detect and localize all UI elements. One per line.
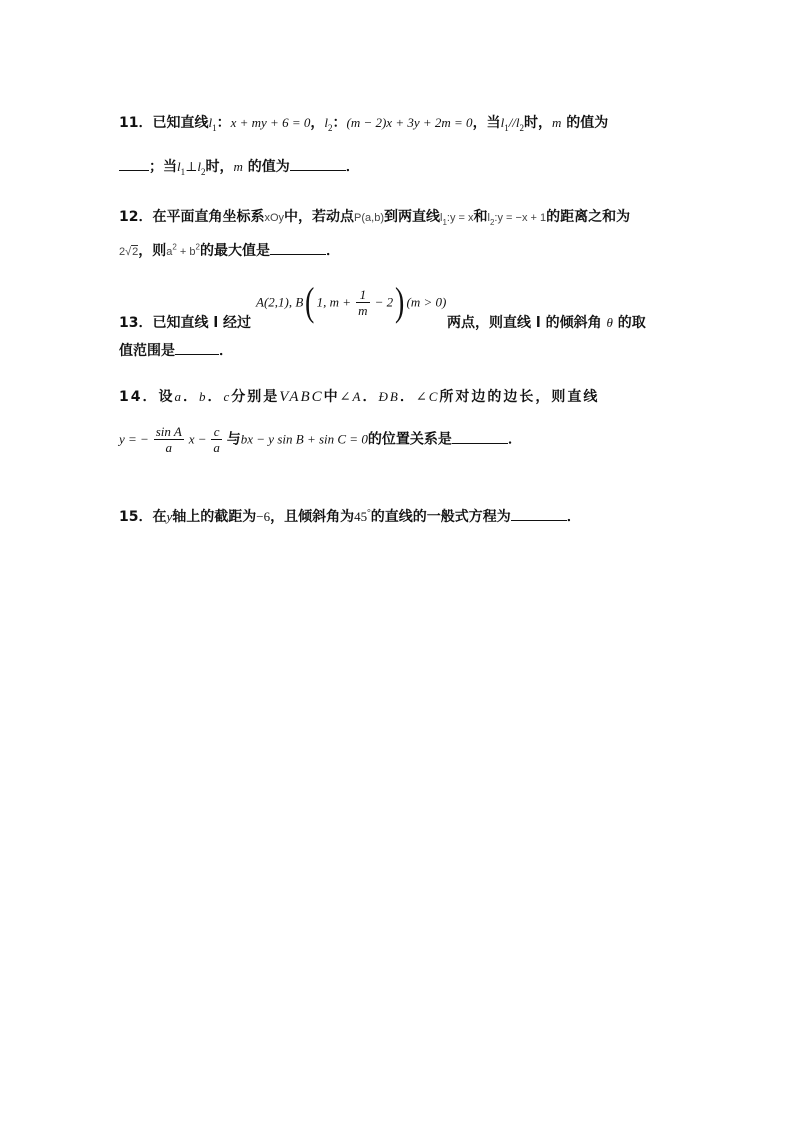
q11-par-l2: l (515, 115, 520, 130)
q12-line2 (119, 240, 340, 260)
q12-max: 的最大值是 (199, 243, 270, 259)
left-paren-icon: ( (305, 279, 315, 324)
q13-answer-blank[interactable] (175, 342, 219, 355)
q11-par-l2-sub: 2 (519, 122, 525, 133)
q13-points-tail: − 2 (374, 294, 394, 310)
q15-end: ． (566, 509, 581, 525)
q13-points-inner: 1, m + (316, 294, 352, 310)
q11-l2: l (324, 115, 328, 130)
q12-to: 到两直线 (384, 209, 441, 225)
q14-angle-b: ÐB (378, 389, 400, 404)
q14-fraction-2 (211, 424, 222, 455)
q14-f2-den: a (213, 440, 220, 455)
q14-angle-a: ∠A (339, 389, 363, 404)
q11-perp-symbol: ⊥ (185, 159, 198, 174)
q13-line1 (119, 312, 646, 332)
q14-f2-num: c (211, 424, 222, 440)
q11-eq1: x + my + 6 = 0 (230, 115, 311, 130)
q14-triangle: VABC (279, 389, 324, 405)
q12-expr-plus: + b (176, 246, 196, 258)
q12-end: ． (325, 243, 340, 259)
q11-end: ． (345, 159, 360, 175)
q14-line1 (119, 386, 599, 406)
q11-l2-sub: 2 (327, 122, 333, 133)
q13-end: ． (219, 343, 233, 359)
q14-are: 分别是 (231, 389, 280, 405)
q14-eq2: bx − y sin B + sin C = 0 (240, 431, 368, 447)
q12-and: 和 (473, 209, 488, 225)
q13-two-points: 两点，则直线 l 的倾斜角 (447, 315, 607, 331)
q12-l1: l (440, 212, 443, 224)
q14-answer-blank[interactable] (452, 431, 508, 444)
q12-answer-blank[interactable] (270, 242, 326, 255)
q11-colon2: ： (332, 115, 347, 131)
q13-line2 (119, 340, 233, 360)
q12-two: 2 (119, 246, 126, 258)
q15-line1 (119, 506, 581, 526)
q12-dist: 的距离之和为 (546, 209, 631, 225)
q14-line2 (119, 424, 522, 464)
q11-then2: 时， (205, 159, 234, 175)
q15-inclination: ，且倾斜角为 (270, 509, 355, 525)
q11-value-is2: 的值为 (242, 159, 290, 175)
q11-l1-sub: 1 (212, 122, 217, 133)
q13-condition: (m > 0) (406, 294, 447, 310)
q14-sep2: ． (207, 389, 224, 405)
q12-expr-a: a (166, 246, 173, 258)
q11-m1: m (552, 115, 562, 130)
q11-value-is1: 的值为 (561, 115, 609, 131)
sqrt-icon: √ (125, 246, 132, 258)
right-paren-icon: ) (395, 279, 405, 324)
q14-f1-num: sin A (155, 424, 182, 439)
q15-degree-symbol: ° (367, 507, 371, 518)
q12-expr-sup2: 2 (195, 242, 200, 252)
q11-perp-l2: l (197, 159, 201, 174)
q14-sep1: ． (182, 389, 199, 405)
q13-theta: θ (606, 315, 613, 330)
q12-line1 (119, 206, 630, 227)
q11-par-l1: l (500, 115, 505, 130)
q13-rest: 的取 (612, 315, 646, 331)
q15-number: 15．在 (119, 509, 167, 525)
q11-line2 (119, 156, 360, 177)
q11-answer-blank-2[interactable] (290, 158, 346, 171)
q13-range: 值范围是 (119, 343, 175, 359)
q11-perp-l1: l (177, 159, 181, 174)
q15-intercept: −6 (256, 509, 271, 524)
q14-f1-den: a (165, 440, 173, 455)
q12-l2-eq: :y = −x + 1 (494, 212, 547, 224)
q11-answer-blank-1[interactable] (119, 158, 149, 171)
q15-y: y (166, 509, 173, 524)
q14-a: a (174, 389, 183, 404)
q11-comma1: ， (310, 115, 325, 131)
q14-c: c (223, 389, 232, 404)
q11-l1: l (208, 115, 213, 130)
q12-point-p: P(a,b) (354, 212, 385, 224)
q11-eq2: (m − 2)x + 3y + 2m = 0 (346, 115, 473, 130)
q11-perp-l2-sub: 2 (200, 166, 206, 177)
q14-x-minus: x − (188, 431, 207, 447)
q11-then1: 时， (524, 115, 553, 131)
q11-colon1: ： (216, 115, 231, 131)
q15-answer-blank[interactable] (511, 508, 567, 521)
q14-sep3: ． (362, 389, 379, 405)
q13-frac-num: 1 (356, 287, 369, 303)
q12-expr-sup1: 2 (172, 242, 177, 252)
q14-tail: 所对边的边长，则直线 (439, 389, 600, 405)
q14-relation: 的位置关系是 (367, 431, 452, 448)
q14-b: b (198, 389, 208, 404)
q12-xoy: xOy (264, 212, 285, 224)
q12-mid: 中，若动点 (284, 209, 355, 225)
q15-rest: 的直线的一般式方程为 (370, 509, 511, 525)
q15-degree-value: 45 (354, 509, 368, 524)
q13-frac-den: m (358, 302, 368, 318)
q14-in: 中 (323, 389, 340, 405)
q11-par-l1-sub: 1 (504, 122, 509, 133)
q13-points-a: A(2,1), B (256, 294, 304, 310)
q12-radicand: 2 (132, 246, 139, 258)
q13-number: 13．已知直线 l 经过 (119, 315, 252, 331)
q12-then: ，则 (138, 243, 167, 259)
q12-l1-eq: :y = x (446, 212, 474, 224)
q12-l2: l (487, 212, 490, 224)
q12-l1-sub: 1 (442, 217, 447, 227)
q14-fraction-1 (154, 424, 184, 455)
q15-axis: 轴上的截距为 (172, 509, 257, 525)
q11-m2: m (233, 159, 243, 174)
q14-sep4: ． (399, 389, 416, 405)
q11-number: 11．已知直线 (119, 115, 209, 131)
q14-y-eq: y = − (119, 431, 149, 447)
q14-number: 14．设 (119, 389, 175, 405)
q11-perp-l1-sub: 1 (180, 166, 186, 177)
q11-line1 (119, 112, 608, 133)
q12-l2-sub: 2 (489, 217, 495, 227)
q12-number: 12．在平面直角坐标系 (119, 209, 265, 225)
q14-angle-c: ∠C (415, 389, 440, 404)
q11-semi: ；当 (149, 159, 177, 175)
q11-parallel-symbol: // (508, 115, 516, 130)
q14-with: 与 (226, 431, 241, 448)
q11-when1: ，当 (472, 115, 501, 131)
q14-end: ． (507, 431, 522, 448)
